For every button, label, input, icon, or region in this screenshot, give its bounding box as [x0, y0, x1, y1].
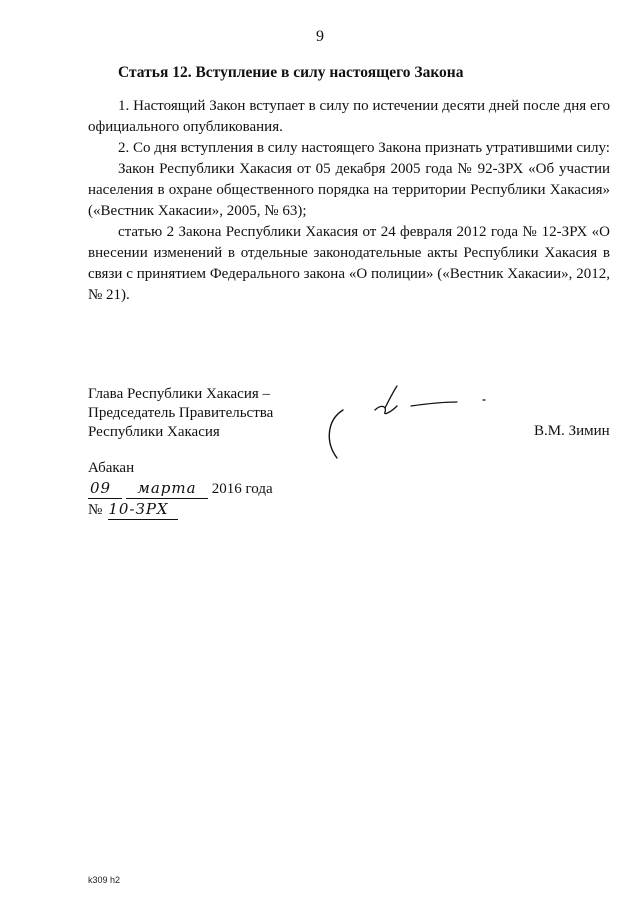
signer-name: В.М. Зимин: [534, 423, 610, 439]
year-text: 2016 года: [211, 481, 273, 497]
page-number: 9: [316, 28, 324, 45]
signatory-title-line: Председатель Правительства: [88, 405, 274, 421]
place-and-date: [88, 458, 273, 520]
article-body: [88, 96, 610, 306]
signatory-title-line: Глава Республики Хакасия –: [88, 386, 271, 402]
handwritten-law-number: 10-ЗРХ: [108, 499, 178, 520]
number-line: [88, 499, 273, 520]
paragraph-2: 2. Со дня вступления в силу настоящего Закона признать утратившими силу:: [118, 140, 610, 156]
paragraph-1: 1. Настоящий Закон вступает в силу по истечении десяти дней после дня его официального опубликования.: [88, 98, 610, 135]
article-title: Статья 12. Вступление в силу настоящего Закона: [118, 64, 464, 81]
footer-code: k309 h2: [88, 875, 121, 885]
signatory-title: [88, 385, 273, 442]
number-prefix: №: [88, 502, 103, 518]
paragraph-3: Закон Республики Хакасия от 05 декабря 2005 года № 92-ЗРХ «Об участии населения в охране общественного порядка на территории Республики Хакасия» («Вестник Хакасии», 2005, № 63);: [88, 161, 610, 219]
handwritten-day: 09: [88, 478, 122, 499]
handwritten-signature: [315, 380, 495, 465]
paragraph-4: статью 2 Закона Республики Хакасия от 24 февраля 2012 года № 12-ЗРХ «О внесении изменений в отдельные законодательные акты Республики Хакасия в связи с принятием Федерального закона «О полиции» («Вестник Хакасии», 2012, № 21).: [88, 224, 610, 303]
signatory-title-line: Республики Хакасия: [88, 424, 220, 440]
date-line: [88, 478, 273, 499]
handwritten-month: марта: [126, 478, 208, 499]
city: Абакан: [88, 460, 135, 476]
